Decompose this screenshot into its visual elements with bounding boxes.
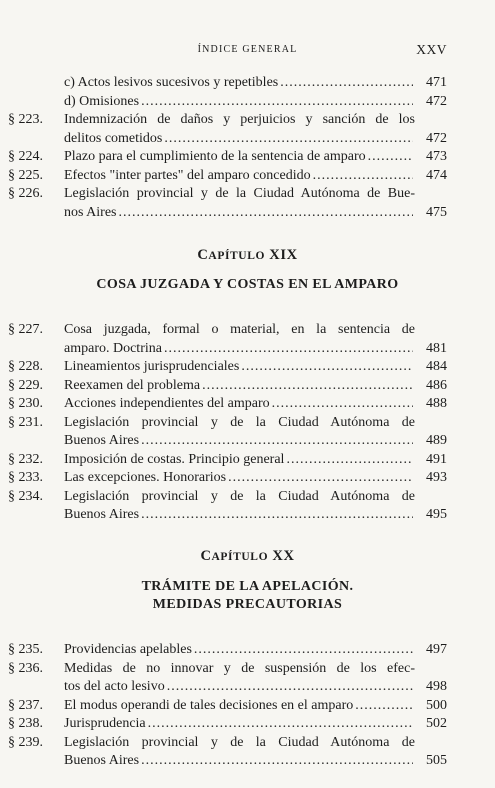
dot-leader [141,506,413,525]
chapter-19-label-rest: APÍTULO [208,250,266,262]
dot-leader [141,432,413,451]
dot-leader [141,93,413,112]
toc-entry-title [64,148,415,167]
toc-section-number: § 227. [8,322,43,337]
toc-entry [0,715,495,734]
toc-entry-title-line-1 [64,74,415,93]
toc-entry-title [64,697,415,716]
toc-entry-title-text: Plazo para el cumplimiento de la sentencia de amparo [64,149,366,164]
toc-section-number: § 225. [8,167,43,183]
dot-leader [280,74,413,93]
toc-entry [0,414,495,451]
toc-entry-title [64,469,415,488]
toc-entry-title-line-1 [64,715,415,734]
toc-entry-title-line-1 [64,358,415,377]
toc-entry [0,111,495,148]
running-head [0,42,495,58]
toc-entry-title-text: amparo. Doctrina [64,340,162,356]
toc-section-number: § 235. [8,642,43,657]
toc-entry-title-text: d) Omisiones [64,93,140,109]
toc-entry-title [64,185,415,222]
toc-entry-title-line-1 [64,469,415,488]
chapter-19-number: XIX [269,247,298,263]
toc-page-number: 495 [426,507,447,522]
toc-page-number: 489 [426,433,447,448]
toc-section-number: § 224. [8,149,43,164]
toc-entry [0,734,495,771]
toc-page-number: 505 [426,753,447,768]
toc-entry-title-line-1: Indemnización de daños y perjuicios y sanción de los [64,112,415,127]
running-head-title: ÍNDICE GENERAL [197,44,298,55]
toc-page-number: 497 [426,642,447,657]
toc-block-chapter-18-end [0,74,495,222]
toc-page-number: 498 [426,679,447,694]
toc-section-number: § 230. [8,396,43,411]
chapter-20-label-rest: APÍTULO [211,551,269,563]
dot-leader [194,641,413,660]
dot-leader [368,148,413,167]
toc-entry-title [64,734,415,771]
toc-section-number: § 226. [8,186,43,201]
toc-entry-title-line-2 [64,506,415,525]
toc-section-number: § 228. [8,359,43,374]
toc-page-number: 491 [426,451,447,467]
toc-entry-title [64,93,415,112]
toc-entry-title-text: El modus operandi de tales decisiones en el amparo [64,697,354,713]
toc-page-number: 486 [426,377,447,393]
toc-entry [0,321,495,358]
dot-leader [164,340,413,359]
toc-entry-title-line-2 [64,204,415,223]
toc-entry-title-line-1 [64,93,415,112]
toc-page-number: 481 [426,340,447,356]
dot-leader [313,167,413,186]
toc-section-number: § 236. [8,660,43,676]
chapter-20-heading-line-1: TRÁMITE DE LA APELACIÓN. [141,579,354,594]
dot-leader [119,204,414,223]
toc-entry-title-line-1 [64,377,415,396]
toc-entry [0,358,495,377]
chapter-20-label [0,548,495,565]
toc-entry-title-text: c) Actos lesivos sucesivos y repetibles [64,75,279,90]
dot-leader [228,469,413,488]
toc-entry-title-line-1 [64,641,415,660]
toc-entry [0,451,495,470]
toc-entry [0,469,495,488]
toc-entry [0,488,495,525]
toc-page-number: 472 [426,93,447,109]
toc-section-number: § 239. [8,734,43,750]
dot-leader [141,752,413,771]
toc-page-number: 493 [426,470,447,485]
dot-leader [272,395,413,414]
toc-page-number: 475 [426,204,447,220]
toc-page-number: 473 [426,149,447,164]
dot-leader [355,697,413,716]
toc-entry-title-text: Jurisprudencia [64,716,146,731]
toc-entry-title-line-2 [64,130,415,149]
toc-entry [0,660,495,697]
toc-entry-title-text: Acciones independientes del amparo [64,396,270,411]
toc-entry-title-text: Efectos "inter partes" del amparo concedido [64,167,311,183]
toc-section-number: § 233. [8,470,43,485]
toc-entry [0,641,495,660]
toc-entry-title-text: Buenos Aires [64,433,140,448]
toc-page-number: 472 [426,130,447,146]
toc-entry-title-line-1 [64,148,415,167]
chapter-20-label-initial: C [200,548,212,564]
toc-entry-title [64,660,415,697]
toc-entry-title-line-2 [64,678,415,697]
toc-entry-title-text: Reexamen del problema [64,377,201,393]
dot-leader [164,130,413,149]
toc-entry-title-line-1: Cosa juzgada, formal o material, en la sentencia de [64,322,415,337]
toc-entry-title-line-1: Legislación provincial y de la Ciudad Autónoma de [64,488,415,504]
dot-leader [167,678,413,697]
toc-entry-title-line-1 [64,451,415,470]
toc-section-number: § 229. [8,377,43,393]
toc-entry-title [64,167,415,186]
toc-page-number: 484 [426,359,447,374]
toc-page-number: 471 [426,75,447,90]
toc-entry-title-line-1: Legislación provincial y de la Ciudad Autónoma de Bue- [64,186,415,201]
toc-page-number: 502 [426,716,447,731]
toc-entry-title [64,488,415,525]
toc-entry-title-text: Providencias apelables [64,642,192,657]
toc-entry-title [64,377,415,396]
chapter-19-heading: COSA JUZGADA Y COSTAS EN EL AMPARO [96,277,399,292]
chapter-19-label-initial: C [197,247,209,263]
toc-entry-title [64,321,415,358]
toc-entry [0,697,495,716]
chapter-19-label [0,247,495,264]
toc-entry-title-text: nos Aires [64,204,117,220]
toc-page-number: 488 [426,396,447,411]
toc-page-number: 500 [426,697,447,713]
toc-entry [0,377,495,396]
toc-entry-title-line-1 [64,167,415,186]
toc-entry-title-line-2 [64,752,415,771]
toc-entry-title-line-1: Legislación provincial y de la Ciudad Autónoma de [64,734,415,750]
toc-page-number: 474 [426,167,447,183]
toc-block-chapter-20 [0,641,495,771]
toc-entry-title-text: tos del acto lesivo [64,679,165,694]
toc-section-number: § 231. [8,414,43,430]
toc-entry [0,148,495,167]
toc-entry-title-line-1 [64,697,415,716]
toc-entry-title-text: Buenos Aires [64,507,140,522]
toc-entry-title [64,74,415,93]
toc-entry-title-text: Las excepciones. Honorarios [64,470,227,485]
toc-section-number: § 234. [8,488,43,504]
toc-entry-title [64,715,415,734]
dot-leader [241,358,413,377]
toc-entry [0,93,495,112]
toc-entry-title-line-1: Medidas de no innovar y de suspensión de los efec- [64,660,415,676]
toc-entry [0,395,495,414]
toc-entry [0,185,495,222]
toc-entry-title-text: Buenos Aires [64,753,140,768]
chapter-20-number: XX [272,548,295,564]
chapter-20-heading-line-2: MEDIDAS PRECAUTORIAS [152,597,343,612]
toc-section-number: § 223. [8,112,43,127]
toc-entry-title [64,358,415,377]
toc-entry-title-line-2 [64,340,415,359]
toc-entry-title [64,451,415,470]
toc-entry-title [64,414,415,451]
toc-entry-title [64,111,415,148]
toc-entry-title [64,641,415,660]
toc-entry-title-line-1: Legislación provincial y de la Ciudad Autónoma de [64,414,415,430]
toc-block-chapter-19 [0,321,495,525]
dot-leader [148,715,413,734]
toc-entry-title-text: Lineamientos jurisprudenciales [64,359,240,374]
dot-leader [286,451,413,470]
toc-entry-title-line-2 [64,432,415,451]
toc-entry-title-line-1 [64,395,415,414]
toc-entry [0,167,495,186]
toc-section-number: § 237. [8,697,43,713]
dot-leader [202,377,413,396]
toc-entry [0,74,495,93]
running-head-page-number: XXV [416,42,447,57]
toc-section-number: § 232. [8,451,43,467]
toc-entry-title [64,395,415,414]
toc-entry-title-text: Imposición de costas. Principio general [64,451,285,467]
toc-entry-title-text: delitos cometidos [64,130,163,146]
toc-section-number: § 238. [8,716,43,731]
